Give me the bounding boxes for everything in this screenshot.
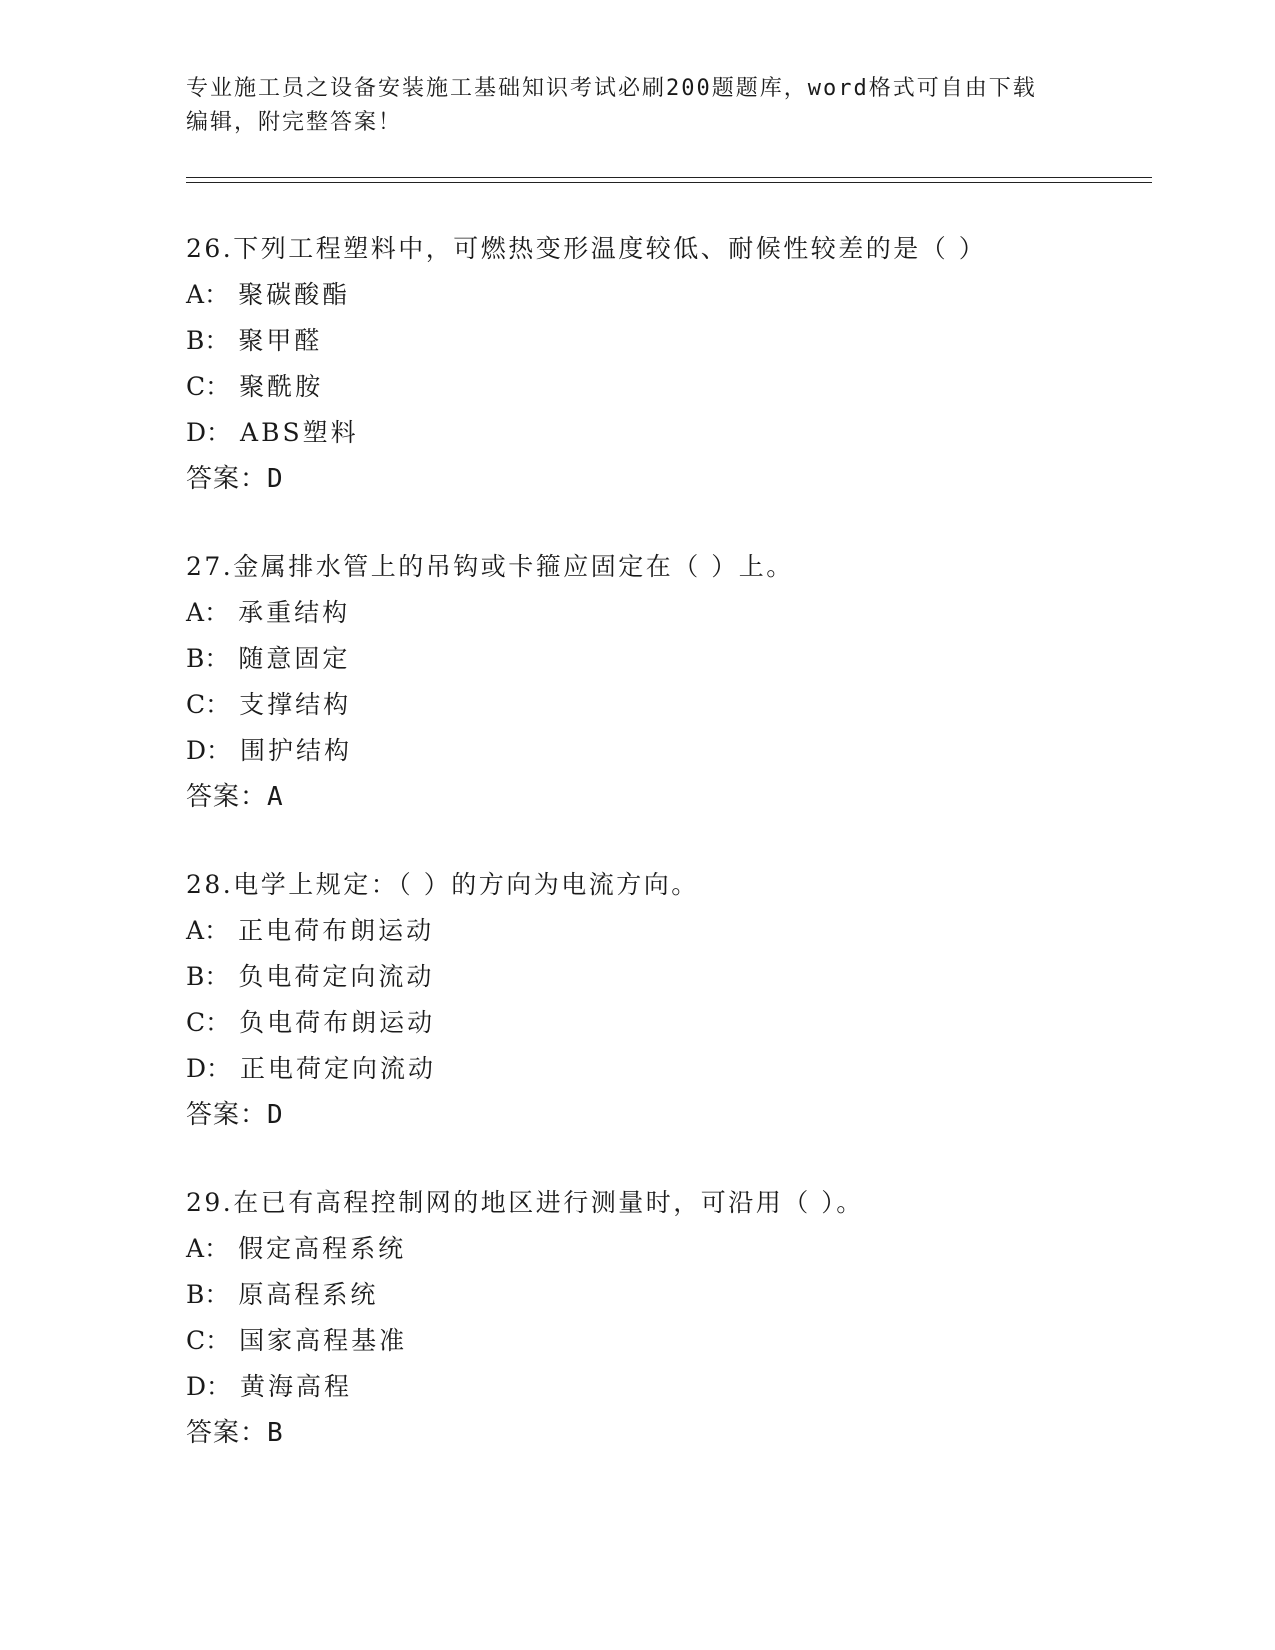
option-separator: ： — [205, 372, 231, 401]
answer-line — [186, 774, 1146, 820]
answer-value: D — [267, 464, 284, 494]
question-title: 29.在已有高程控制网的地区进行测量时，可沿用（ ）。 — [186, 1188, 864, 1217]
answer-label: 答案： — [186, 1418, 268, 1448]
option-letter: B — [186, 1280, 205, 1309]
option-c — [186, 1318, 1146, 1364]
answer-line — [186, 456, 1146, 502]
answer-label: 答案： — [186, 782, 268, 812]
answer-label: 答案： — [186, 1100, 268, 1130]
option-separator: ： — [204, 598, 230, 627]
option-text: 负电荷布朗运动 — [239, 1008, 436, 1037]
option-b — [186, 954, 1146, 1000]
option-letter: D — [186, 736, 207, 765]
option-separator: ： — [206, 1054, 232, 1083]
question-28 — [186, 862, 1146, 1138]
question-27 — [186, 544, 1146, 820]
option-separator: ： — [205, 1326, 231, 1355]
option-text: 聚甲醛 — [238, 326, 323, 355]
document-header — [186, 72, 1086, 140]
question-title: 28.电学上规定：（ ）的方向为电流方向。 — [186, 870, 699, 899]
option-c — [186, 1000, 1146, 1046]
option-letter: D — [186, 1054, 207, 1083]
question-title: 26.下列工程塑料中，可燃热变形温度较低、耐候性较差的是（ ） — [186, 234, 987, 263]
option-letter: D — [186, 418, 207, 447]
option-separator: ： — [204, 326, 230, 355]
header-line-1: 专业施工员之设备安装施工基础知识考试必刷200题题库，word格式可自由下载 — [186, 76, 1037, 101]
option-text: 正电荷定向流动 — [240, 1054, 437, 1083]
option-c — [186, 682, 1146, 728]
option-d — [186, 728, 1146, 774]
option-text: 假定高程系统 — [238, 1234, 407, 1263]
option-text: 原高程系统 — [238, 1280, 379, 1309]
option-text: 随意固定 — [238, 644, 351, 673]
option-a — [186, 272, 1146, 318]
option-letter: D — [186, 1372, 207, 1401]
option-letter: A — [186, 598, 205, 627]
option-d — [186, 1364, 1146, 1410]
option-c — [186, 364, 1146, 410]
option-text: 负电荷定向流动 — [238, 962, 435, 991]
option-letter: A — [186, 916, 205, 945]
option-text: 聚酰胺 — [239, 372, 324, 401]
option-a — [186, 590, 1146, 636]
option-text: ABS塑料 — [240, 418, 359, 447]
answer-line — [186, 1092, 1146, 1138]
option-letter: A — [186, 1234, 205, 1263]
option-a — [186, 908, 1146, 954]
answer-value: D — [267, 1100, 284, 1130]
option-separator: ： — [206, 418, 232, 447]
option-letter: C — [186, 690, 206, 719]
option-text: 围护结构 — [240, 736, 353, 765]
option-letter: C — [186, 372, 206, 401]
header-divider-bottom — [186, 182, 1152, 183]
question-title: 27.金属排水管上的吊钩或卡箍应固定在（ ）上。 — [186, 552, 794, 581]
option-letter: B — [186, 326, 205, 355]
option-separator: ： — [205, 690, 231, 719]
option-text: 国家高程基准 — [239, 1326, 408, 1355]
question-26 — [186, 226, 1146, 502]
option-d — [186, 1046, 1146, 1092]
question-29 — [186, 1180, 1146, 1456]
option-a — [186, 1226, 1146, 1272]
option-text: 支撑结构 — [239, 690, 352, 719]
option-letter: C — [186, 1326, 206, 1355]
option-text: 聚碳酸酯 — [238, 280, 351, 309]
answer-value: A — [267, 782, 284, 812]
option-separator: ： — [204, 916, 230, 945]
option-letter: B — [186, 644, 205, 673]
option-text: 承重结构 — [238, 598, 351, 627]
option-b — [186, 1272, 1146, 1318]
option-separator: ： — [204, 1234, 230, 1263]
option-text: 黄海高程 — [240, 1372, 353, 1401]
option-separator: ： — [204, 1280, 230, 1309]
option-separator: ： — [205, 1008, 231, 1037]
answer-line — [186, 1410, 1146, 1456]
header-line-2: 编辑，附完整答案！ — [186, 110, 403, 135]
option-letter: A — [186, 280, 205, 309]
option-letter: C — [186, 1008, 206, 1037]
option-b — [186, 318, 1146, 364]
option-d — [186, 410, 1146, 456]
option-separator: ： — [206, 1372, 232, 1401]
option-letter: B — [186, 962, 205, 991]
option-text: 正电荷布朗运动 — [238, 916, 435, 945]
option-separator: ： — [204, 962, 230, 991]
answer-value: B — [267, 1418, 284, 1448]
answer-label: 答案： — [186, 464, 268, 494]
option-separator: ： — [204, 644, 230, 673]
option-separator: ： — [204, 280, 230, 309]
header-divider-top — [186, 177, 1152, 178]
option-separator: ： — [206, 736, 232, 765]
option-b — [186, 636, 1146, 682]
